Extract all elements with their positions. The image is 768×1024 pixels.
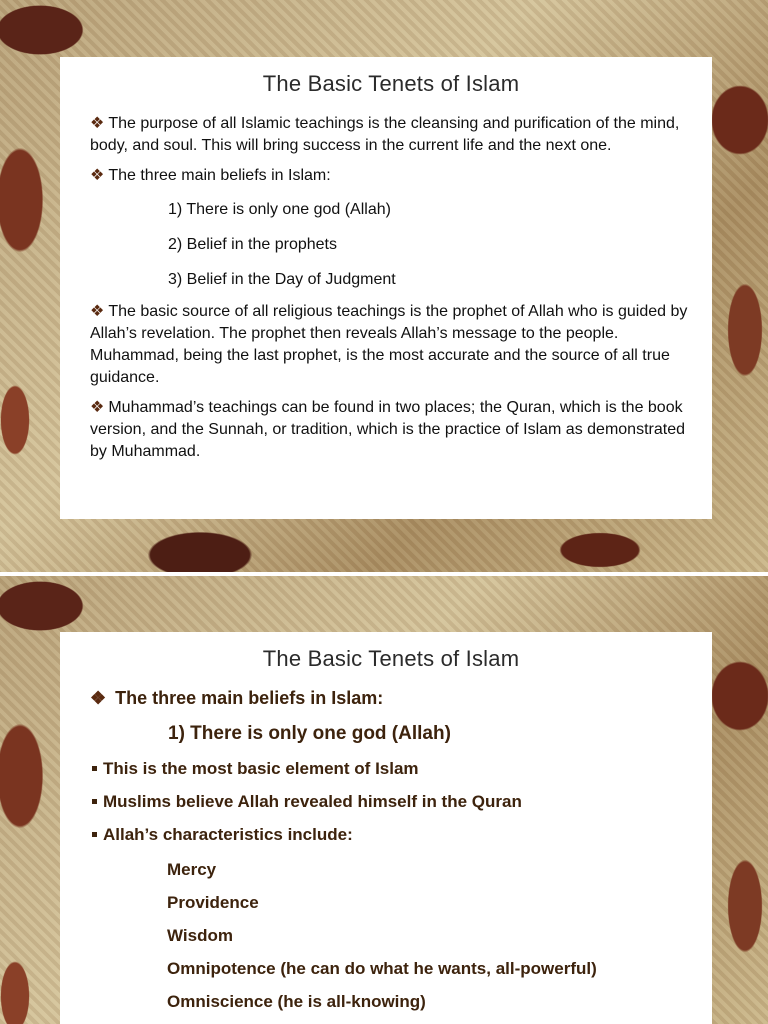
point-3-text: Allah’s characteristics include: [103, 825, 353, 844]
paragraph-beliefs-intro [90, 165, 692, 187]
square-bullet-icon [92, 766, 97, 771]
point-2-text: Muslims believe Allah revealed himself in the Quran [103, 792, 522, 811]
paragraph-purpose [90, 113, 692, 157]
paragraph-teachings [90, 397, 692, 463]
slide-2-heading [90, 688, 692, 709]
slide-2-title: The Basic Tenets of Islam [262, 646, 520, 671]
paragraph-beliefs-intro-text: The three main beliefs in Islam: [108, 167, 331, 184]
diamond-bullet-icon: ❖ [90, 399, 105, 416]
diamond-bullet-icon: ❖ [90, 115, 105, 132]
belief-item-3: 3) Belief in the Day of Judgment [168, 271, 396, 288]
trait-item: Mercy [167, 860, 217, 879]
belief-item-2: 2) Belief in the prophets [168, 236, 337, 253]
point-2 [90, 792, 692, 812]
paragraph-purpose-text: The purpose of all Islamic teachings is the cleansing and purification of the mind, body, and soul. This will bring success in the current life and the next one. [90, 115, 680, 154]
paragraph-teachings-text: Muhammad’s teachings can be found in two places; the Quran, which is the book version, and the Sunnah, or tradition, which is the practice of Islam as demonstrated by Muhammad. [90, 399, 685, 460]
point-3 [90, 825, 692, 845]
point-1 [90, 759, 692, 779]
belief-item-1: 1) There is only one god (Allah) [168, 201, 391, 218]
paragraph-source [90, 301, 692, 389]
square-bullet-icon [92, 832, 97, 837]
diamond-bullet-icon: ❖ [90, 303, 105, 320]
slide-2-subheading: 1) There is only one god (Allah) [168, 723, 451, 744]
square-bullet-icon [92, 799, 97, 804]
trait-item: Providence [167, 893, 259, 912]
trait-item: Omniscience (he is all-knowing) [167, 992, 426, 1011]
slide-2-content-panel [60, 632, 712, 1024]
slide-2-heading-text: The three main beliefs in Islam: [115, 688, 384, 708]
point-1-text: This is the most basic element of Islam [103, 759, 419, 778]
trait-item: Omnipotence (he can do what he wants, all-powerful) [167, 959, 597, 978]
diamond-bullet-icon: ❖ [90, 167, 105, 184]
slide-1-title: The Basic Tenets of Islam [262, 71, 520, 96]
paragraph-source-text: The basic source of all religious teachings is the prophet of Allah who is guided by Allah’s revelation. The prophet then reveals Allah’s message to the people. Muhammad, being the last prophet, is the most accurate and the source of all true guidance. [90, 303, 688, 386]
trait-item: Wisdom [167, 926, 233, 945]
diamond-bullet-icon: ❖ [90, 688, 107, 708]
slide-1-content-panel [60, 57, 712, 519]
slide-2 [0, 576, 768, 1024]
